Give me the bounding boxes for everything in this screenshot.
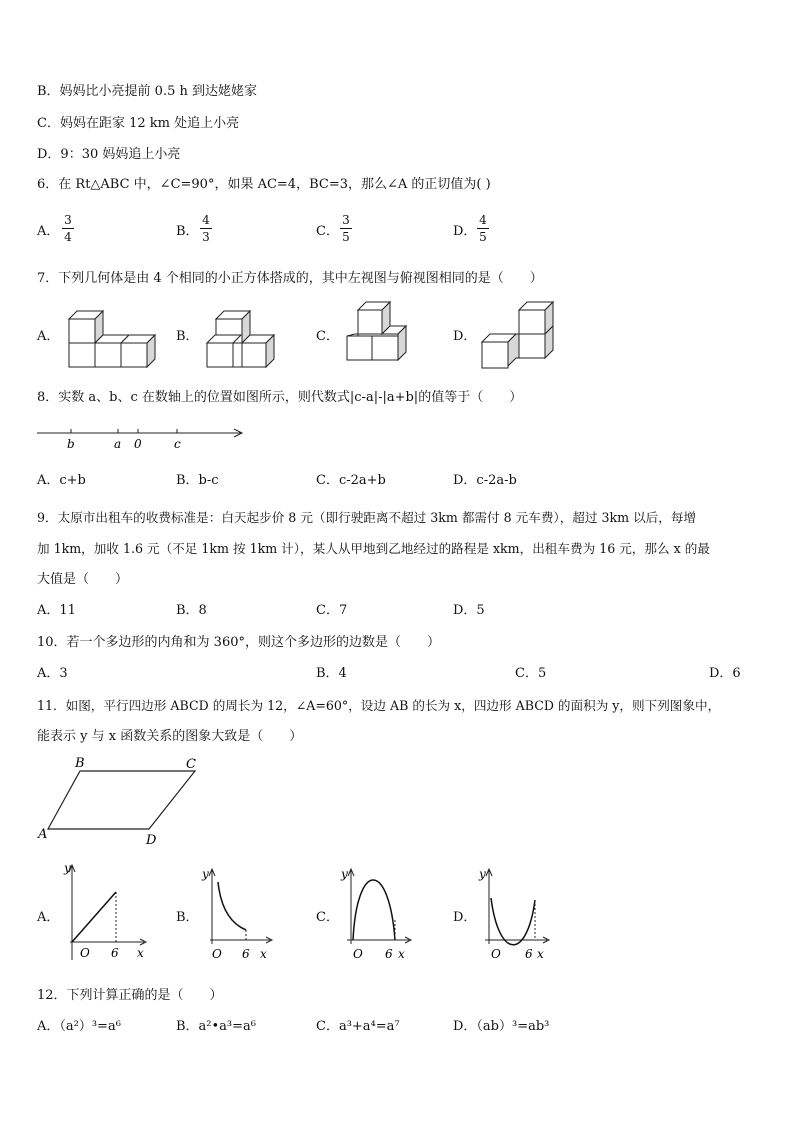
origin-label: O — [491, 947, 501, 961]
q6-option-b-label: B． — [176, 224, 199, 239]
q6-option-d-fraction — [477, 213, 489, 244]
label-0: 0 — [134, 437, 142, 451]
q11-graph-b — [200, 860, 290, 970]
q6-option-a-fraction — [62, 213, 74, 244]
q11-graph-c — [339, 860, 429, 970]
q6-option-c-label: C． — [316, 224, 339, 239]
fraction-bar — [340, 228, 352, 229]
label-b: b — [67, 437, 75, 451]
q7-option-d-label: D． — [453, 329, 477, 344]
q9-option-c: C．7 — [316, 603, 348, 618]
axis-x-label: x — [260, 947, 267, 961]
tick-6-label: 6 — [111, 946, 119, 960]
axis-y-label: y — [341, 867, 348, 881]
q12-option-b: B．a²•a³=a⁶ — [176, 1019, 256, 1034]
q6-option-c-fraction — [340, 213, 352, 244]
q5-option-b: B．妈妈比小亮提前 0.5 h 到达姥姥家 — [37, 84, 257, 99]
q9-line-1: 9．太原市出租车的收费标准是：白天起步价 8 元（即行驶距离不超过 3km 都需付 8 元车费），超过 3km 以后，每增 — [37, 510, 697, 525]
q6-option-b-fraction — [200, 213, 212, 244]
fraction-numerator: 3 — [342, 213, 350, 227]
q7-option-b-label: B． — [176, 329, 199, 344]
fraction-denominator: 5 — [479, 230, 487, 244]
q12-option-c: C．a³+a⁴=a⁷ — [316, 1019, 400, 1034]
q7-figure-a — [68, 311, 168, 371]
q11-option-d-label: D． — [453, 910, 477, 925]
q7-option-c-label: C． — [316, 329, 339, 344]
q9-option-d: D．5 — [453, 603, 485, 618]
curve-line — [218, 882, 246, 930]
q11-line-2: 能表示 y 与 x 函数关系的图象大致是（ ） — [37, 729, 303, 744]
tick-6-label: 6 — [242, 947, 250, 961]
vertex-c-label: C — [186, 757, 196, 772]
curve-line — [353, 880, 395, 940]
q6-option-a-label: A． — [37, 224, 60, 239]
q10-option-b: B．4 — [316, 666, 347, 681]
q6-option-d-label: D． — [453, 224, 477, 239]
q11-option-c-label: C． — [316, 910, 339, 925]
q9-option-a: A．11 — [37, 603, 76, 618]
fraction-bar — [477, 228, 489, 229]
q12-option-a: A．（a²）³=a⁶ — [37, 1019, 121, 1034]
parallelogram-abcd — [48, 771, 195, 829]
vertex-d-label: D — [146, 833, 157, 848]
vertex-a-label: A — [38, 827, 48, 842]
fraction-bar — [62, 228, 74, 229]
q10-stem: 10．若一个多边形的内角和为 360°，则这个多边形的边数是（ ） — [37, 635, 440, 650]
fraction-denominator: 3 — [202, 230, 210, 244]
q10-option-c: C．5 — [515, 666, 547, 681]
fraction-numerator: 4 — [479, 213, 487, 227]
q9-option-b: B．8 — [176, 603, 207, 618]
q11-option-a-label: A． — [37, 910, 60, 925]
q7-figure-c — [346, 302, 426, 368]
fraction-denominator: 4 — [64, 230, 72, 244]
q11-line-1: 11．如图，平行四边形 ABCD 的周长为 12，∠A=60°，设边 AB 的长为 x，四边形 ABCD 的面积为 y，则下列图象中， — [37, 698, 721, 713]
fraction-numerator: 3 — [64, 213, 72, 227]
axis-x-label: x — [537, 947, 544, 961]
axis-y-label: y — [479, 867, 486, 881]
vertex-b-label: B — [75, 756, 85, 771]
origin-label: O — [353, 947, 363, 961]
q8-number-line — [37, 424, 247, 454]
q10-option-a: A．3 — [37, 666, 68, 681]
axis-x-label: x — [398, 947, 405, 961]
q9-line-2: 加 1km，加收 1.6 元（不足 1km 按 1km 计），某人从甲地到乙地经过的路程是 xkm，出租车费为 16 元，那么 x 的最 — [37, 541, 710, 556]
q8-option-a: A．c+b — [37, 473, 86, 488]
q11-option-b-label: B． — [176, 910, 199, 925]
q7-option-a-label: A． — [37, 329, 60, 344]
q6-stem: 6．在 Rt△ABC 中，∠C=90°，如果 AC=4，BC=3，那么∠A 的正切值为( ) — [37, 177, 491, 192]
curve-line — [72, 892, 116, 942]
q11-parallelogram — [36, 756, 206, 846]
origin-label: O — [80, 946, 90, 960]
q5-option-d: D．9：30 妈妈追上小亮 — [37, 147, 181, 162]
q8-stem: 8．实数 a、b、c 在数轴上的位置如图所示，则代数式|c-a|-|a+b|的值等于（ ） — [37, 390, 523, 405]
q12-stem: 12．下列计算正确的是（ ） — [37, 988, 223, 1003]
tick-6-label: 6 — [525, 947, 533, 961]
fraction-numerator: 4 — [202, 213, 210, 227]
q7-figure-d — [481, 300, 571, 370]
q7-stem: 7．下列几何体是由 4 个相同的小正方体搭成的，其中左视图与俯视图相同的是（ ） — [37, 271, 543, 286]
q5-option-c: C．妈妈在距家 12 km 处追上小亮 — [37, 116, 240, 131]
axis-y-label: y — [202, 867, 209, 881]
q11-graph-a — [60, 860, 150, 970]
q9-line-3: 大值是（ ） — [37, 572, 129, 587]
q8-option-d: D．c-2a-b — [453, 473, 517, 488]
q10-option-d: D．6 — [709, 666, 741, 681]
fraction-bar — [200, 228, 212, 229]
q12-option-d: D．（ab）³=ab³ — [453, 1019, 550, 1034]
axis-y-label: y — [64, 861, 71, 875]
q7-figure-b — [206, 309, 286, 371]
tick-6-label: 6 — [385, 947, 393, 961]
q8-option-b: B．b-c — [176, 473, 219, 488]
label-a: a — [114, 437, 122, 451]
q11-graph-d — [477, 860, 567, 970]
axis-x-label: x — [137, 946, 144, 960]
label-c: c — [174, 437, 181, 451]
curve-line — [491, 898, 535, 945]
origin-label: O — [212, 947, 222, 961]
fraction-denominator: 5 — [342, 230, 350, 244]
q8-option-c: C．c-2a+b — [316, 473, 386, 488]
